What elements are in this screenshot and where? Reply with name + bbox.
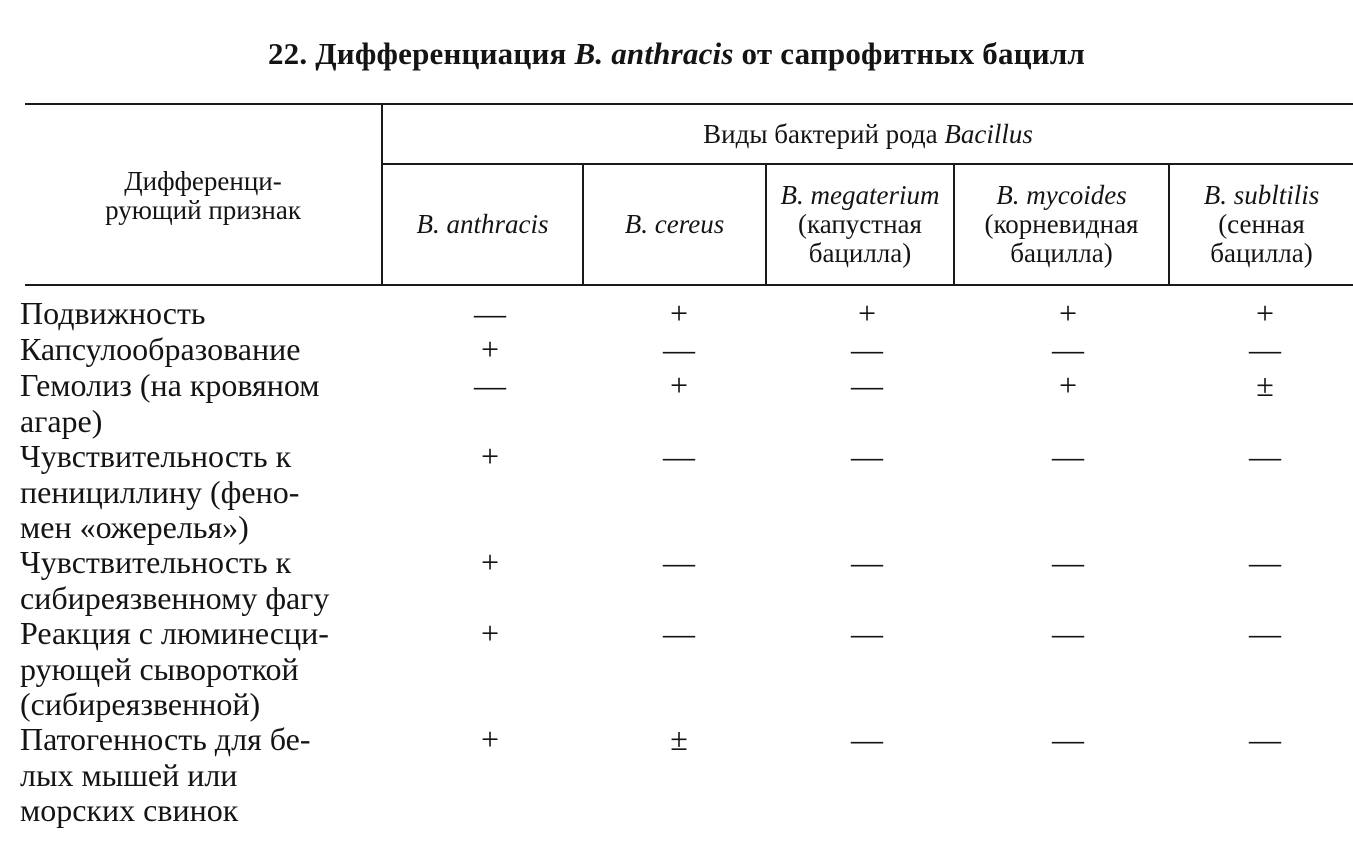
top-rule bbox=[25, 103, 1353, 105]
value-cell: — bbox=[1052, 438, 1084, 474]
value-cell: — bbox=[474, 367, 506, 403]
species-name: B. mycoides bbox=[996, 180, 1127, 210]
species-header-cereus bbox=[584, 165, 765, 284]
value-cell: + bbox=[1255, 295, 1275, 331]
feature-label bbox=[20, 368, 400, 439]
feature-line: пенициллину (фено- bbox=[20, 473, 300, 510]
feature-header-line: рующий признак bbox=[105, 195, 301, 225]
value-cell: — bbox=[663, 438, 695, 474]
value-cell: — bbox=[851, 544, 883, 580]
feature-line: Реакция с люминесци- bbox=[20, 615, 329, 651]
value-cell: + bbox=[480, 615, 500, 651]
group-prefix: Виды бактерий рода bbox=[703, 119, 945, 149]
value-cell: + bbox=[480, 438, 500, 474]
value-cell: + bbox=[857, 295, 877, 331]
feature-label bbox=[20, 545, 400, 616]
feature-line: (сибиреязвенной) bbox=[20, 686, 261, 722]
title-prefix: 22. Дифференциация bbox=[267, 36, 575, 71]
feature-line: Чувствительность к bbox=[20, 544, 292, 580]
feature-line: рующей сывороткой bbox=[20, 650, 299, 687]
value-cell: + bbox=[480, 331, 500, 367]
value-cell: — bbox=[1249, 615, 1281, 651]
value-cell: + bbox=[669, 367, 689, 403]
feature-line: морских свинок bbox=[20, 792, 239, 828]
value-cell: — bbox=[1052, 721, 1084, 757]
group-genus: Bacillus bbox=[944, 119, 1033, 149]
value-cell: — bbox=[1052, 615, 1084, 651]
species-common-name: (сенная bbox=[1218, 209, 1305, 239]
value-cell: — bbox=[1052, 331, 1084, 367]
species-common-name: бацилла) bbox=[808, 238, 912, 268]
value-cell: + bbox=[669, 295, 689, 331]
species-header-megaterium bbox=[767, 165, 953, 284]
value-cell: + bbox=[480, 544, 500, 580]
species-common-name: бацилла) bbox=[1210, 238, 1313, 268]
feature-line: лых мышей или bbox=[20, 756, 238, 793]
value-cell: — bbox=[663, 544, 695, 580]
value-cell: ± bbox=[670, 721, 688, 757]
species-common-name: бацилла) bbox=[1010, 238, 1113, 268]
feature-header-line: Дифференци- bbox=[124, 166, 282, 196]
feature-line: Патогенность для бе- bbox=[20, 721, 311, 757]
feature-line: мен «ожерелья») bbox=[20, 509, 249, 545]
species-name: B. anthracis bbox=[416, 209, 549, 239]
value-cell: — bbox=[663, 331, 695, 367]
value-cell: + bbox=[1058, 367, 1078, 403]
species-name: B. megaterium bbox=[780, 180, 940, 210]
feature-line: Гемолиз (на кровяном bbox=[20, 367, 320, 403]
species-name: B. subltilis bbox=[1203, 180, 1320, 210]
title-species: B. anthracis bbox=[574, 36, 734, 71]
value-cell: — bbox=[663, 615, 695, 651]
species-header-subtilis bbox=[1170, 165, 1353, 284]
table-title bbox=[0, 36, 1353, 72]
feature-column-header bbox=[25, 167, 381, 225]
feature-line: сибиреязвенному фагу bbox=[20, 579, 330, 616]
header-bottom-rule bbox=[25, 284, 1353, 286]
feature-line: Капсулообразование bbox=[20, 331, 301, 367]
species-header-anthracis bbox=[383, 165, 582, 284]
value-cell: — bbox=[851, 331, 883, 367]
feature-label bbox=[20, 296, 400, 332]
value-cell: — bbox=[1249, 331, 1281, 367]
value-cell: — bbox=[1249, 544, 1281, 580]
value-cell: + bbox=[480, 721, 500, 757]
value-cell: — bbox=[474, 295, 506, 331]
feature-label bbox=[20, 332, 400, 368]
species-group-header bbox=[383, 120, 1353, 149]
feature-line: Подвижность bbox=[20, 295, 206, 331]
value-cell: — bbox=[851, 438, 883, 474]
value-cell: — bbox=[851, 615, 883, 651]
feature-line: Чувствительность к bbox=[20, 438, 292, 474]
feature-line: агаре) bbox=[20, 402, 103, 439]
value-cell: ± bbox=[1256, 367, 1274, 403]
feature-label bbox=[20, 722, 400, 829]
title-suffix: от сапрофитных бацилл bbox=[733, 36, 1086, 71]
species-name: B. cereus bbox=[624, 209, 725, 239]
value-cell: — bbox=[1249, 721, 1281, 757]
value-cell: — bbox=[851, 367, 883, 403]
value-cell: + bbox=[1058, 295, 1078, 331]
value-cell: — bbox=[1249, 438, 1281, 474]
species-header-mycoides bbox=[955, 165, 1168, 284]
species-common-name: (капустная bbox=[798, 209, 922, 239]
feature-label bbox=[20, 439, 400, 546]
value-cell: — bbox=[1052, 544, 1084, 580]
species-common-name: (корневидная bbox=[984, 209, 1139, 239]
value-cell: — bbox=[851, 721, 883, 757]
feature-label bbox=[20, 616, 400, 723]
